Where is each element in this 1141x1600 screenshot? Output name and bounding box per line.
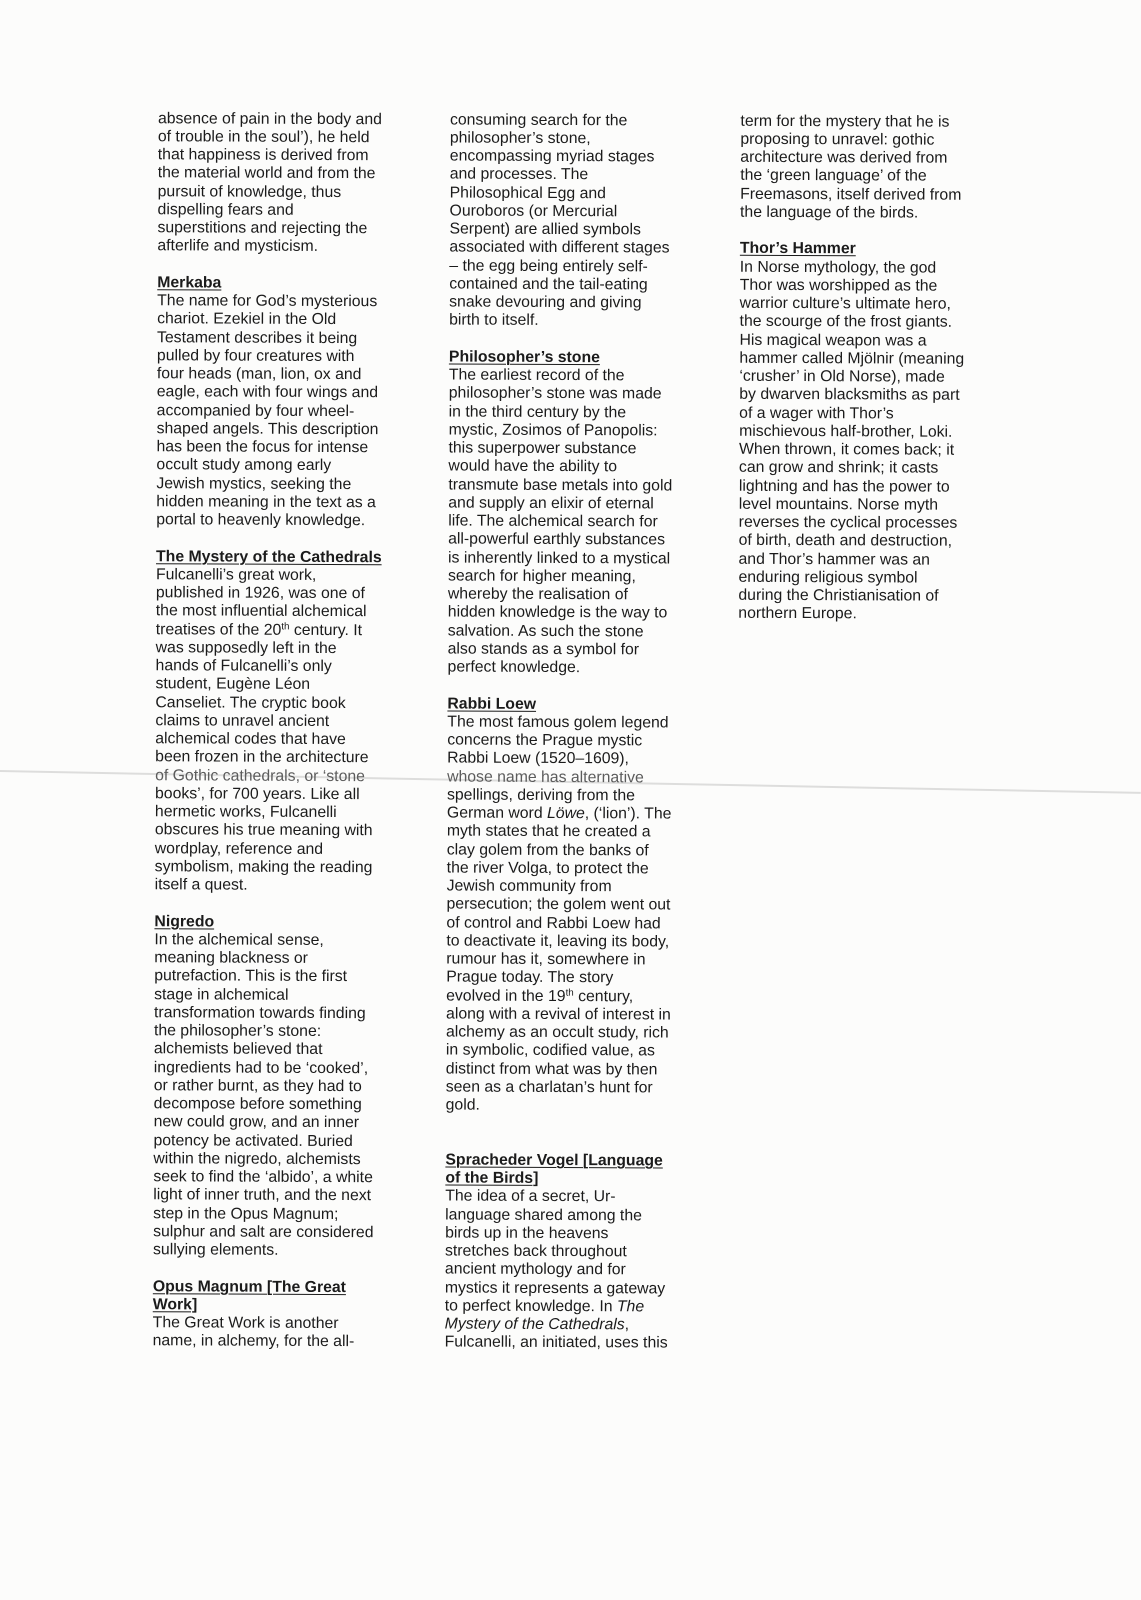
entry-heading: Rabbi Loew — [447, 695, 537, 713]
glossary-entry — [738, 240, 964, 624]
text-line: afterlife and mysticism. — [157, 237, 319, 256]
column-1 — [153, 110, 384, 1352]
text-line: of Gothic cathedrals, or ‘stone — [155, 766, 365, 785]
text-line: and processes. The — [449, 165, 589, 184]
text-line: of control and Rabbi Loew had — [446, 914, 661, 933]
text-line: Jewish community from — [446, 877, 612, 896]
glossary-entry — [448, 348, 674, 677]
entry-heading: of the Birds] — [445, 1169, 539, 1188]
text-line — [446, 987, 671, 1006]
text-line: encompassing myriad stages — [449, 147, 655, 166]
text-line: in symbolic, codified value, as — [445, 1041, 655, 1060]
text-line: the ‘green language’ of the — [740, 167, 927, 186]
text-line: hammer called Mjölnir (meaning — [739, 349, 965, 368]
text-line: the river Volga, to protect the — [446, 859, 649, 878]
text-line: salvation. As such the stone — [447, 622, 644, 641]
text-line: pursuit of knowledge, thus — [157, 182, 342, 201]
text-line: seen as a charlatan’s hunt for — [445, 1078, 653, 1097]
text-line: mystics it represents a gateway — [444, 1279, 666, 1298]
entry-heading: The Mystery of the Cathedrals — [156, 547, 382, 566]
text-line: and Thor’s hammer was an — [738, 550, 931, 569]
text-line: or rather burnt, as they had to — [153, 1077, 362, 1096]
text-line: philosopher’s stone, — [449, 129, 591, 148]
text-line: the most influential alchemical — [155, 602, 367, 621]
text-line: ingredients had to be ‘cooked’, — [153, 1058, 369, 1077]
text-line: hermetic works, Fulcanelli — [154, 803, 337, 822]
text-line: of birth, death and destruction, — [738, 532, 953, 551]
text-line: snake devouring and giving — [449, 293, 642, 312]
text-line: hidden meaning in the text as a — [156, 493, 376, 512]
text-line: term for the mystery that he is — [740, 112, 950, 131]
text-line: transformation towards finding — [154, 1004, 366, 1023]
column-2 — [445, 111, 675, 1353]
text-line: life. The alchemical search for — [448, 512, 658, 531]
text-line: level mountains. Norse myth — [738, 495, 939, 514]
italic-text: Mystery of the Cathedrals — [444, 1315, 625, 1334]
entry-heading: Spracheder Vogel [Language — [445, 1151, 663, 1170]
text-line: by dwarven blacksmiths as part — [739, 386, 960, 405]
glossary-entry — [156, 274, 383, 530]
text-line: Philosophical Egg and — [449, 184, 607, 202]
entry-heading: Merkaba — [157, 274, 222, 292]
text-line: hidden knowledge is the way to — [447, 603, 668, 622]
text-line: claims to unravel ancient — [155, 712, 330, 730]
text-segment: to perfect knowledge. In — [444, 1297, 617, 1316]
text-line: concerns the Prague mystic — [447, 731, 643, 750]
superscript: th — [565, 987, 574, 999]
text-line: search for higher meaning, — [447, 567, 636, 586]
text-line: accompanied by four wheel- — [156, 401, 355, 420]
entry-heading: Nigredo — [154, 912, 215, 931]
text-line: step in the Opus Magnum; — [153, 1204, 339, 1223]
text-line — [445, 1316, 670, 1335]
text-line: symbolism, making the reading — [154, 858, 373, 877]
text-line: along with a revival of interest in — [446, 1005, 671, 1024]
text-line: The earliest record of the — [448, 366, 625, 385]
text-line: chariot. Ezekiel in the Old — [157, 310, 337, 329]
text-line: dispelling fears and — [157, 201, 294, 219]
text-line: myth states that he created a — [446, 822, 651, 841]
text-line: birth to itself. — [449, 311, 539, 330]
italic-text: The — [616, 1298, 645, 1316]
text-line: persecution; the golem went out — [446, 895, 671, 914]
text-line: philosopher’s stone was made — [448, 384, 662, 403]
text-line: alchemy as an occult study, rich — [445, 1023, 669, 1042]
text-segment: treatises of the 20 — [155, 620, 282, 639]
text-line: contained and the tail-eating — [449, 275, 648, 294]
text-line: proposing to unravel: gothic — [740, 130, 935, 149]
text-line: Thor was worshipped as the — [739, 276, 938, 295]
text-line: architecture was derived from — [740, 148, 948, 167]
text-line: all-powerful earthly substances — [448, 530, 666, 549]
text-line: perfect knowledge. — [447, 658, 581, 677]
text-line: been frozen in the architecture — [155, 748, 369, 767]
text-line: warrior culture’s ultimate hero, — [739, 294, 951, 313]
column-3 — [738, 112, 965, 624]
glossary-entry — [155, 548, 382, 896]
text-line: portal to heavenly knowledge. — [156, 511, 366, 530]
text-line: books’, for 700 years. Like all — [154, 785, 360, 804]
text-line: superstitions and rejecting the — [157, 219, 368, 238]
text-line: stretches back throughout — [444, 1242, 627, 1261]
text-line: the philosopher’s stone: — [153, 1022, 322, 1041]
text-line: light of inner truth, and the next — [153, 1186, 372, 1205]
text-line: of a wager with Thor’s — [739, 404, 894, 423]
text-line: name, in alchemy, for the all- — [152, 1332, 355, 1351]
entry-heading: Work] — [152, 1296, 198, 1314]
text-line: reverses the cyclical processes — [738, 513, 958, 532]
text-line: enduring religious symbol — [738, 568, 918, 587]
text-line: putrefaction. This is the first — [154, 967, 348, 986]
text-line: consuming search for the — [449, 111, 628, 129]
text-line: ‘crusher’ in Old Norse), made — [739, 367, 945, 386]
text-line: Ouroboros (or Mercurial — [449, 202, 618, 221]
text-line: The Great Work is another — [152, 1314, 339, 1333]
text-line: northern Europe. — [738, 605, 857, 623]
text-line — [156, 621, 382, 640]
text-line: gold. — [445, 1096, 480, 1114]
text-line: Testament describes it being — [156, 328, 358, 347]
text-line: to deactivate it, leaving its body, — [446, 932, 670, 951]
text-line: The most famous golem legend — [447, 713, 669, 732]
text-line: alchemical codes that have — [155, 730, 346, 749]
italic-text: Löwe — [546, 805, 585, 823]
text-line: rumour has it, somewhere in — [446, 950, 646, 969]
text-line: also stands as a symbol for — [447, 640, 640, 659]
text-line: within the nigredo, alchemists — [153, 1150, 361, 1169]
text-line: the scourge of the frost giants. — [739, 313, 953, 332]
superscript: th — [281, 621, 290, 633]
text-line: potency be activated. Buried — [153, 1131, 353, 1150]
text-line: pulled by four creatures with — [156, 347, 355, 366]
text-line: language shared among the — [445, 1206, 642, 1225]
text-line: birds up in the heavens — [445, 1224, 609, 1243]
text-line: stage in alchemical — [154, 985, 289, 1004]
text-line: meaning blackness or — [154, 949, 309, 968]
text-line: obscures his true meaning with — [154, 821, 373, 840]
glossary-entry — [153, 913, 380, 1261]
text-line: Serpent) are allied symbols — [449, 220, 641, 239]
text-line: Rabbi Loew (1520–1609), — [447, 749, 630, 768]
text-segment: , (‘lion’). The — [584, 805, 672, 823]
text-line: this superpower substance — [448, 439, 637, 458]
text-line: His magical weapon was a — [739, 331, 927, 350]
text-line: that happiness is derived from — [157, 146, 369, 165]
text-segment: evolved in the 19 — [446, 987, 566, 1005]
text-line: associated with different stages — [449, 238, 670, 257]
text-line: published in 1926, was one of — [155, 584, 365, 603]
text-line: absence of pain in the body and — [157, 109, 382, 128]
glossary-entry — [153, 1278, 379, 1352]
text-line: Freemasons, itself derived from — [740, 185, 962, 204]
text-line: wordplay, reference and — [154, 839, 324, 858]
entry-heading: Opus Magnum [The Great — [152, 1277, 346, 1296]
text-line: four heads (man, lion, ox and — [156, 365, 362, 384]
continuation-text — [157, 110, 383, 257]
text-line: spellings, deriving from the — [446, 786, 635, 805]
text-line — [447, 805, 672, 824]
text-line: When thrown, it comes back; it — [738, 440, 955, 459]
text-line: alchemists believed that — [153, 1040, 323, 1059]
text-line: and supply an elixir of eternal — [448, 494, 654, 513]
text-line: The name for God’s mysterious — [157, 292, 378, 311]
text-line: in the third century by the — [448, 403, 627, 421]
text-line: was supposedly left in the — [155, 639, 337, 657]
text-line: is inherently linked to a mystical — [448, 549, 671, 568]
text-segment: German word — [446, 804, 548, 823]
glossary-entry — [446, 695, 673, 1116]
text-segment: century. It — [289, 621, 363, 639]
text-line: Fulcanelli, an initiated, uses this — [444, 1333, 668, 1352]
text-segment: century, — [573, 987, 634, 1006]
text-line: hands of Fulcanelli’s only — [155, 657, 332, 676]
text-line: the material world and from the — [157, 164, 376, 183]
text-line: Jewish mystics, seeking the — [156, 474, 352, 493]
text-line: during the Christianisation of — [738, 586, 939, 605]
text-line: itself a quest. — [154, 876, 248, 894]
text-line: mischievous half-brother, Loki. — [739, 422, 953, 441]
text-line: occult study among early — [156, 456, 332, 475]
text-line: Canseliet. The cryptic book — [155, 693, 346, 712]
text-line: The idea of a secret, Ur- — [445, 1187, 616, 1206]
text-line: decompose before something — [153, 1095, 362, 1114]
text-line: mystic, Zosimos of Panopolis: — [448, 421, 658, 440]
text-line: – the egg being entirely self- — [449, 257, 648, 276]
text-line: In the alchemical sense, — [154, 931, 324, 949]
continuation-text — [449, 111, 675, 331]
text-line: ancient mythology and for — [444, 1260, 626, 1279]
text-line: would have the ability to — [448, 457, 618, 476]
text-line: of trouble in the soul’), he held — [157, 128, 370, 147]
entry-heading: Philosopher’s stone — [448, 348, 600, 367]
text-line: student, Eugène Léon — [155, 675, 311, 694]
text-line: has been the focus for intense — [156, 438, 369, 457]
document-page — [137, 98, 1003, 1372]
glossary-entry — [445, 1151, 671, 1353]
text-line: clay golem from the banks of — [446, 841, 649, 860]
text-line — [445, 1297, 670, 1316]
text-line: distinct from what was by then — [445, 1060, 658, 1079]
text-line: whereby the realisation of — [447, 585, 628, 604]
text-line: eagle, each with four wings and — [156, 383, 379, 402]
text-line: shaped angels. This description — [156, 420, 379, 439]
text-line: seek to find the ‘albido’, a white — [153, 1168, 373, 1187]
text-line: transmute base metals into gold — [448, 476, 673, 495]
entry-heading: Thor’s Hammer — [739, 240, 856, 258]
text-line: In Norse mythology, the god — [739, 258, 937, 277]
text-line: the language of the birds. — [740, 203, 919, 222]
text-line: Fulcanelli’s great work, — [155, 566, 317, 584]
text-line: sulphur and salt are considered — [153, 1223, 374, 1242]
text-line: Prague today. The story — [446, 968, 614, 987]
text-line: new could grow, and an inner — [153, 1113, 360, 1132]
text-line: whose name has alternative — [447, 768, 644, 787]
text-line: sullying elements. — [152, 1241, 279, 1259]
text-line: can grow and shrink; it casts — [738, 459, 939, 478]
text-line: lightning and has the power to — [738, 477, 950, 496]
continuation-text — [740, 112, 965, 222]
text-segment: , — [624, 1316, 630, 1334]
